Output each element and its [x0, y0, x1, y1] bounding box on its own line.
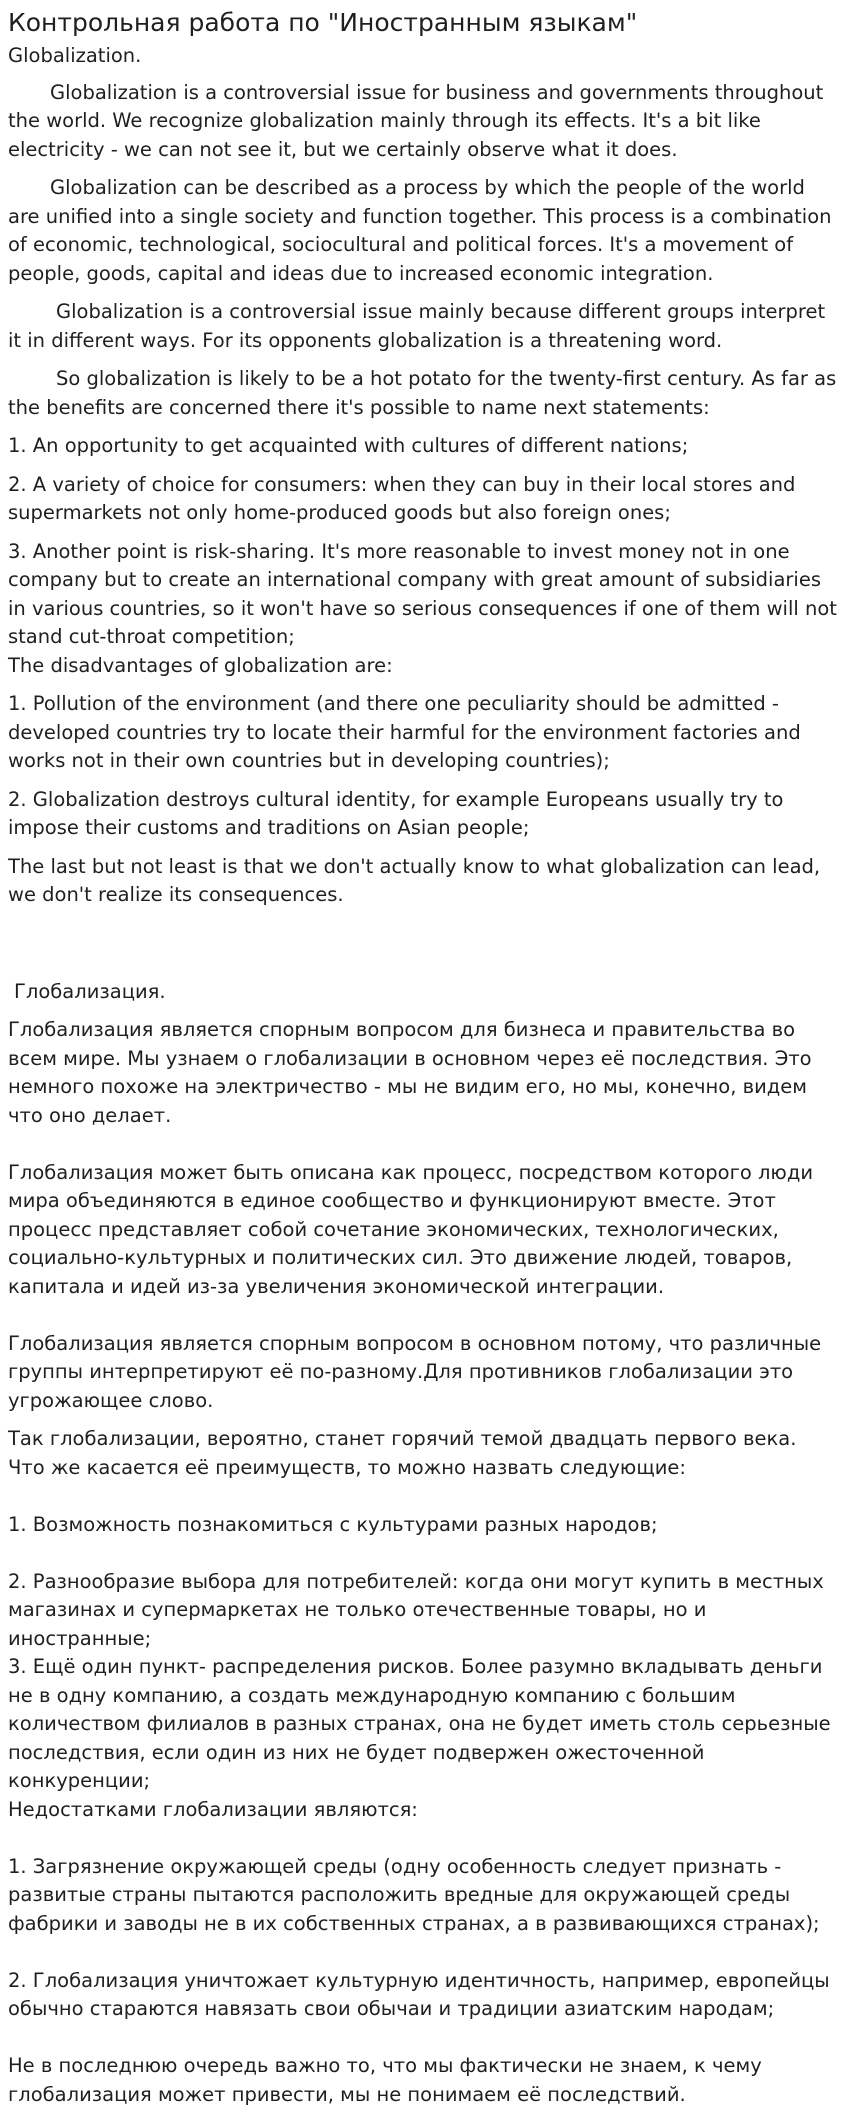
russian-heading: Глобализация. [14, 979, 166, 1003]
russian-paragraph-4: Так глобализации, вероятно, станет горячий темой двадцать первого века. Что же касается её преимуществ, то можно назвать следующие: [8, 1427, 797, 1479]
russian-disadvantage-1: 1. Загрязнение окружающей среды (одну особенность следует признать - развитые страны пытаются расположить вредные для окружающей среды фабрики и заводы не в их собственных странах, а в развивающихся странах); [8, 1854, 820, 1935]
english-paragraph-4: So globalization is likely to be a hot potato for the twenty-first century. As far as the benefits are concerned there it's possible to name next statements: [8, 367, 837, 419]
blank-line [8, 1824, 839, 1853]
english-benefit-1: 1. An opportunity to get acquainted with cultures of different nations; [8, 434, 689, 457]
english-disadvantages-heading: The disadvantages of globalization are: [8, 653, 393, 677]
english-paragraph-2: Globalization can be described as a process by which the people of the world are unified into a single society and function together. This process is a combination of economic, technological, sociocultural and political forces. It's a movement of people, goods, capital and ideas due to increased economic integration. [8, 176, 832, 285]
blank-line [8, 2024, 839, 2053]
russian-section [8, 978, 839, 2110]
russian-conclusion: Не в последнюю очередь важно то, что мы фактически не знаем, к чему глобализация может привести, мы не понимаем её последствий. [8, 2054, 762, 2106]
blank-line [8, 1482, 839, 1511]
russian-benefit-3: 3. Ещё один пункт- распределения рисков. Более разумно вкладывать деньги не в одну компанию, а создать международную компанию с большим количеством филиалов в разных странах, она не будет иметь столь серьезные последствия, если один из них не будет подвержен ожесточенной конкуренции; [8, 1655, 831, 1792]
english-paragraph-3: Globalization is a controversial issue mainly because different groups interpret it in different ways. For its opponents globalization is a threatening word. [8, 300, 826, 352]
english-conclusion: The last but not least is that we don't actually know to what globalization can lead, we don't realize its consequences. [8, 854, 821, 906]
english-disadvantage-2: 2. Globalization destroys cultural identity, for example Europeans usually try to impose their customs and traditions on Asian people; [8, 787, 784, 839]
english-benefit-2: 2. A variety of choice for consumers: when they can buy in their local stores and supermarkets not only home-produced goods but also foreign ones; [8, 472, 796, 524]
russian-disadvantage-2: 2. Глобализация уничтожает культурную идентичность, например, европейцы обычно стараются навязать свои обычаи и традиции азиатским народам; [8, 1968, 830, 2020]
blank-line [8, 1539, 839, 1568]
russian-paragraph-3: Глобализация является спорным вопросом в основном потому, что различные группы интерпретируют её по-разному.Для противников глобализации это угрожающее слово. [8, 1331, 822, 1412]
english-heading: Globalization. [8, 44, 142, 67]
blank-line [8, 1938, 839, 1967]
english-benefit-3: 3. Another point is risk-sharing. It's more reasonable to invest money not in one company but to create an international company with great amount of subsidiaries in various countries, so it won't have so serious consequences if one of them will not stand cut-throat competition; [8, 539, 837, 648]
section-spacer [8, 920, 839, 978]
russian-benefit-1: 1. Возможность познакомиться с культурами разных народов; [8, 1512, 658, 1536]
blank-line [8, 1130, 839, 1159]
page-title: Контрольная работа по "Иностранным языкам" [8, 8, 638, 37]
russian-paragraph-1: Глобализация является спорным вопросом для бизнеса и правительства во всем мире. Мы узнаем о глобализации в основном через её последствия. Это немного похоже на электричество - мы не видим его, но мы, конечно, видем что оно делает. [8, 1018, 812, 1127]
english-section [8, 42, 839, 910]
english-disadvantage-1: 1. Pollution of the environment (and there one peculiarity should be admitted - developed countries try to locate their harmful for the environment factories and works not in their own countries but in developing countries); [8, 692, 801, 772]
russian-disadvantages-heading: Недостатками глобализации являются: [8, 1797, 418, 1821]
russian-paragraph-2: Глобализация может быть описана как процесс, посредством которого люди мира объединяются в единое сообщество и функционируют вместе. Этот процесс представляет собой сочетание экономических, технологических, социально-культурных и политических сил. Это движение людей, товаров, капитала и идей из-за увеличения экономической интеграции. [8, 1160, 814, 1298]
english-paragraph-1: Globalization is a controversial issue for business and governments throughout the world. We recognize globalization mainly through its effects. It's a bit like electricity - we can not see it, but we certainly observe what it does. [8, 80, 824, 161]
blank-line [8, 1301, 839, 1330]
russian-benefit-2: 2. Разнообразие выбора для потребителей: когда они могут купить в местных магазинах и супермаркетах не только отечественные товары, но и иностранные; [8, 1569, 824, 1650]
